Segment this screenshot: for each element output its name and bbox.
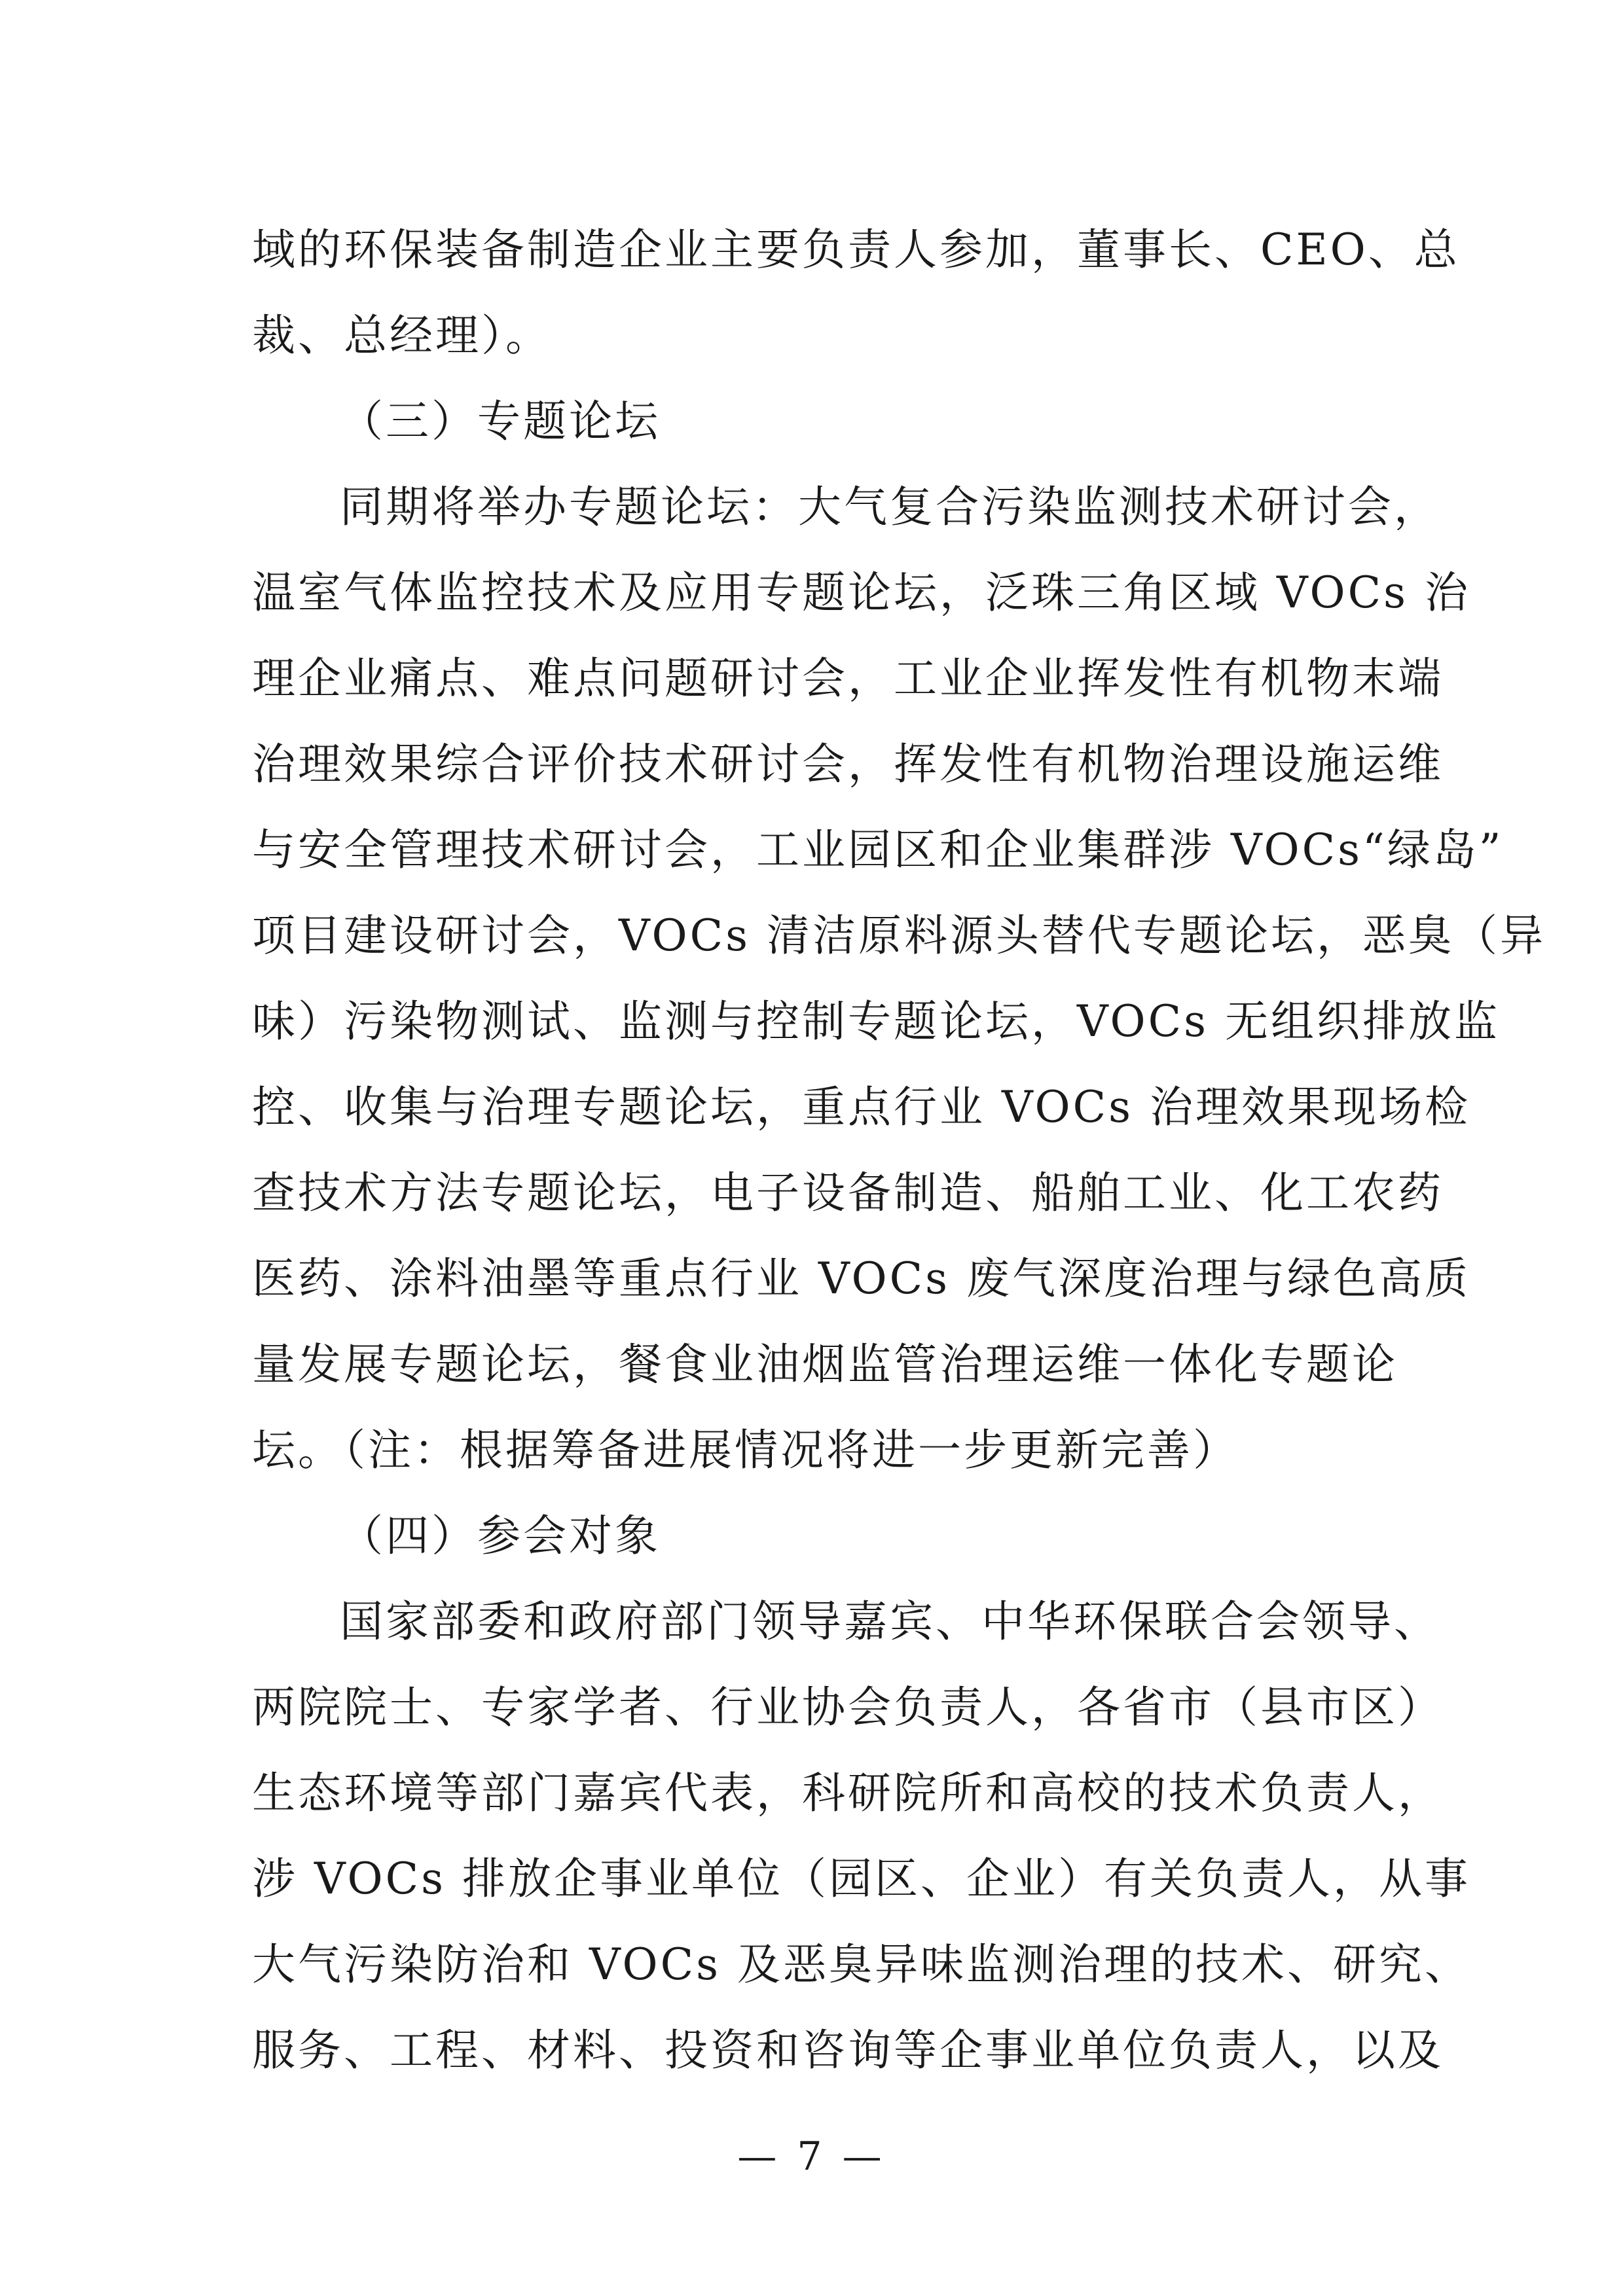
- text-line: 坛。（注：根据筹备进展情况将进一步更新完善）: [252, 1425, 1239, 1475]
- text-line: 温室气体监控技术及应用专题论坛，泛珠三角区域 VOCs 治: [252, 567, 1470, 618]
- paragraph: [252, 464, 1546, 1493]
- text-line: 国家部委和政府部门领导嘉宾、中华环保联合会领导、: [340, 1596, 1440, 1647]
- text-line: 服务、工程、材料、投资和咨询等企事业单位负责人，以及: [252, 2025, 1444, 2075]
- text-line: 两院院士、专家学者、行业协会负责人，各省市（县市区）: [252, 1682, 1444, 1732]
- section-heading: [252, 378, 1391, 464]
- text-line: 医药、涂料油墨等重点行业 VOCs 废气深度治理与绿色高质: [252, 1253, 1470, 1304]
- text-line: （四）参会对象: [340, 1511, 661, 1561]
- text-line: 与安全管理技术研讨会，工业园区和企业集群涉 VOCs“绿岛”: [252, 825, 1504, 875]
- paragraph: [252, 207, 1460, 378]
- section-heading: [252, 1493, 1391, 1579]
- text-line: 裁、总经理）。: [252, 310, 551, 361]
- text-line: 味）污染物测试、监测与控制专题论坛，VOCs 无组织排放监: [252, 996, 1500, 1047]
- text-line: 治理效果综合评价技术研讨会，挥发性有机物治理设施运维: [252, 739, 1444, 789]
- paragraph: [252, 1579, 1470, 2093]
- text-line: 理企业痛点、难点问题研讨会，工业企业挥发性有机物末端: [252, 653, 1444, 704]
- text-line: （三）专题论坛: [340, 396, 661, 446]
- text-line: 大气污染防治和 VOCs 及恶臭异味监测治理的技术、研究、: [252, 1939, 1470, 1990]
- text-line: 项目建设研讨会，VOCs 清洁原料源头替代专题论坛，恶臭（异: [252, 910, 1546, 961]
- text-line: 查技术方法专题论坛，电子设备制造、船舶工业、化工农药: [252, 1168, 1444, 1218]
- text-line: 域的环保装备制造企业主要负责人参加，董事长、CEO、总: [252, 224, 1460, 275]
- document-body: [252, 207, 1546, 2093]
- text-line: 涉 VOCs 排放企事业单位（园区、企业）有关负责人，从事: [252, 1854, 1470, 1904]
- text-line: 生态环境等部门嘉宾代表，科研院所和高校的技术负责人，: [252, 1768, 1444, 1818]
- page-number: — 7 —: [737, 2134, 886, 2179]
- text-line: 同期将举办专题论坛：大气复合污染监测技术研讨会，: [340, 482, 1440, 532]
- text-line: 量发展专题论坛，餐食业油烟监管治理运维一体化专题论: [252, 1339, 1398, 1390]
- text-line: 控、收集与治理专题论坛，重点行业 VOCs 治理效果现场检: [252, 1082, 1470, 1132]
